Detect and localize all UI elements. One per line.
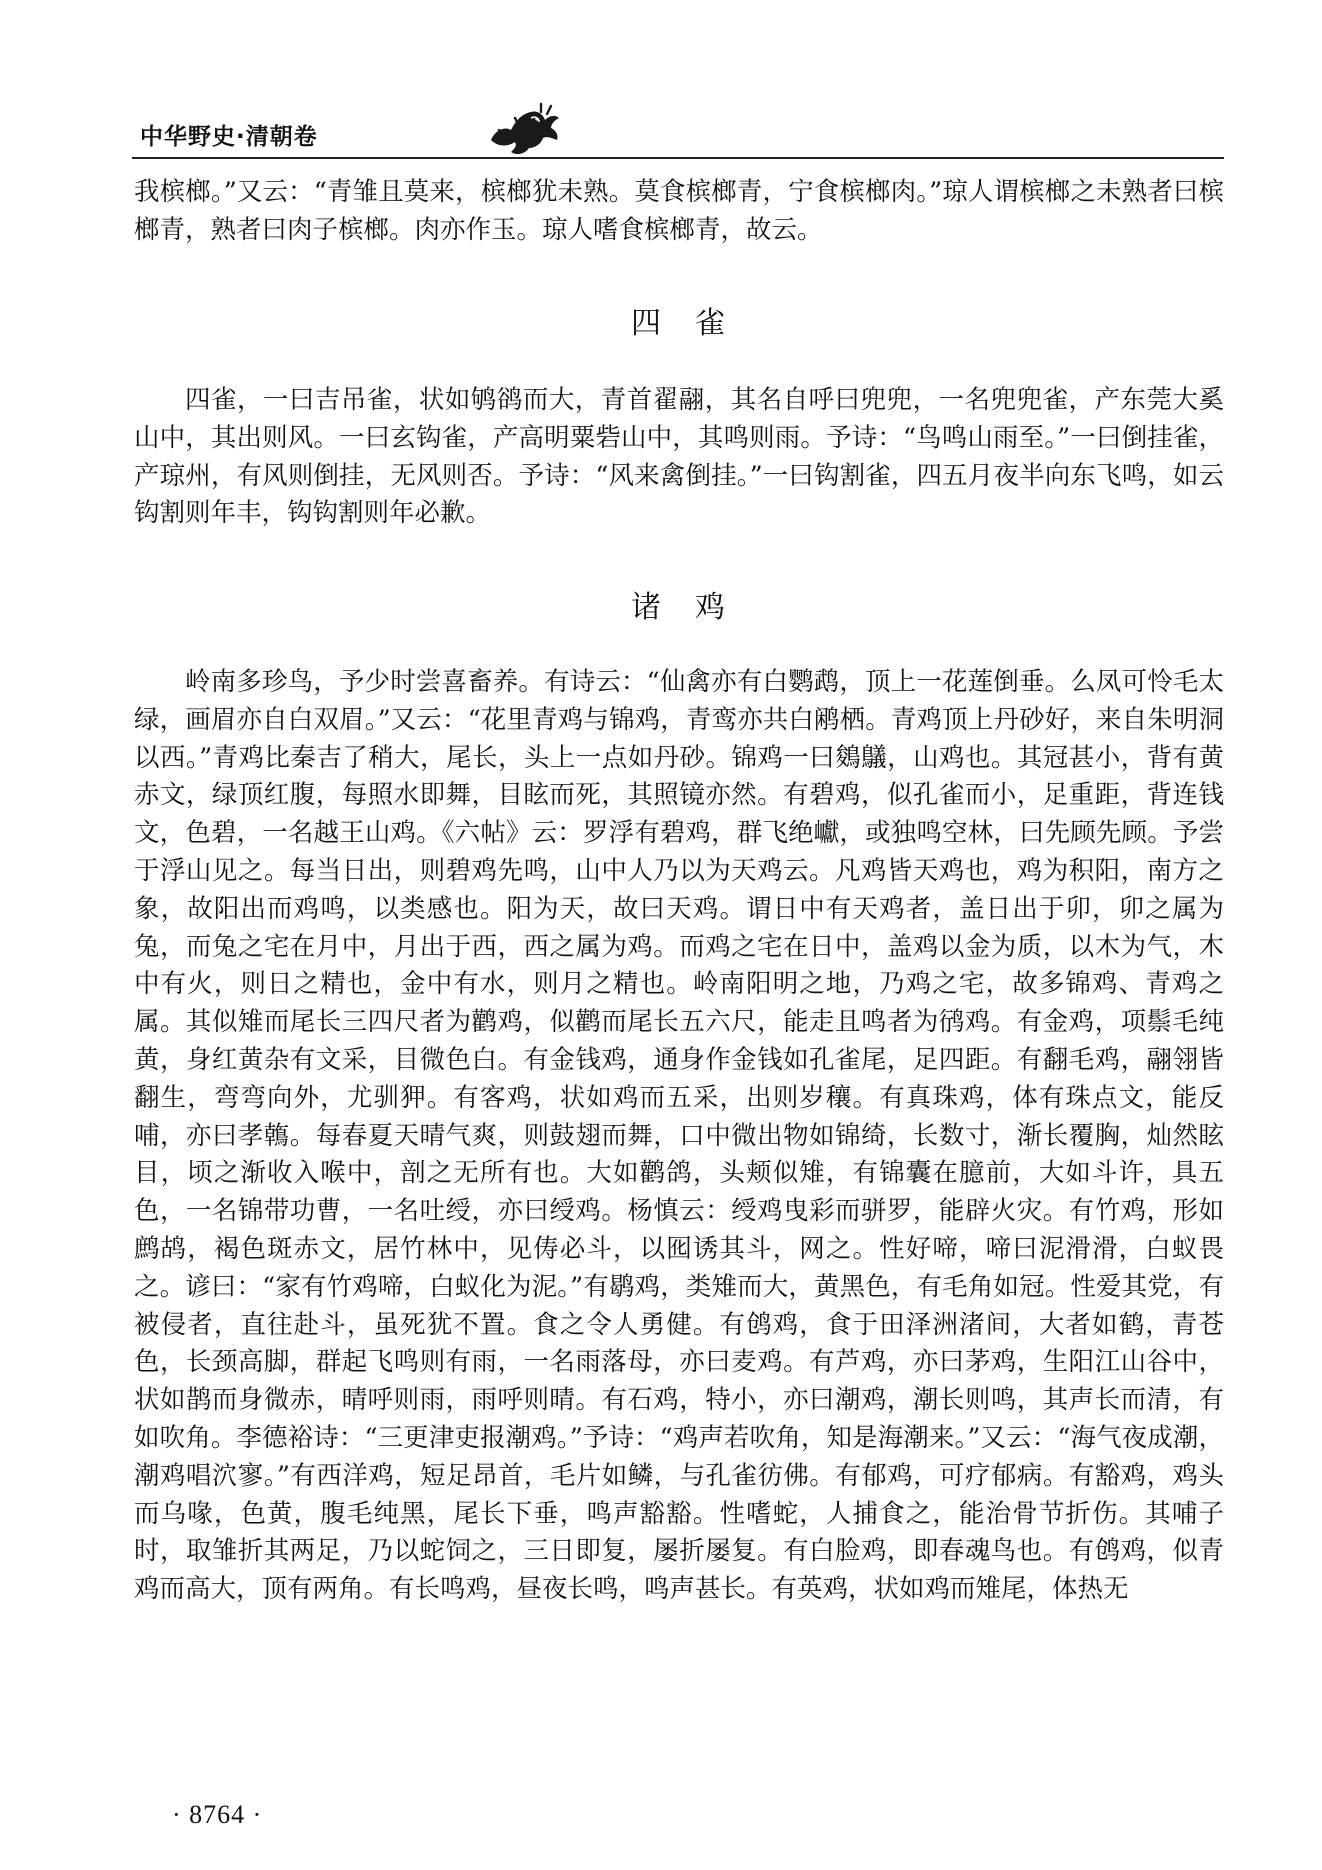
page-number: · 8764 ·	[172, 1800, 263, 1829]
section-body-si-que	[134, 382, 1224, 533]
continuation-text	[134, 174, 1224, 250]
dragon-emblem-icon	[485, 100, 565, 158]
section-title-zhu-ji: 诸 鸡	[631, 590, 727, 625]
running-title: 中华野史·清朝卷	[140, 124, 318, 150]
paragraph: 岭南多珍鸟，予少时尝喜畜养。有诗云：“仙禽亦有白鹦鹉，顶上一花莲倒垂。么凤可怜毛太绿，画眉亦自白双眉。”又云：“花里青鸡与锦鸡，青鸾亦共白鹇栖。青鸡顶上丹砂好，来自朱明洞以西。”青鸡比秦吉了稍大，尾长，头上一点如丹砂。锦鸡一曰鵕鸃，山鸡也。其冠甚小，背有黄赤文，绿顶红腹，每照水即舞，目眩而死，其照镜亦然。有碧鸡，似孔雀而小，足重距，背连钱文，色碧，一名越王山鸡。《六帖》云：罗浮有碧鸡，群飞绝巘，或独鸣空林，曰先顾先顾。予尝于浮山见之。每当日出，则碧鸡先鸣，山中人乃以为天鸡云。凡鸡皆天鸡也，鸡为积阳，南方之象，故阳出而鸡鸣，以类感也。阳为天，故曰天鸡。谓日中有天鸡者，盖日出于卯，卯之属为兔，而兔之宅在月中，月出于西，西之属为鸡。而鸡之宅在日中，盖鸡以金为质，以木为气，木中有火，则日之精也，金中有水，则月之精也。岭南阳明之地，乃鸡之宅，故多锦鸡、青鸡之属。其似雉而尾长三四尺者为鹳鸡，似鹳而尾长五六尺，能走且鸣者为鸻鸡。有金鸡，项鬃毛纯黄，身红黄杂有文采，目微色白。有金钱鸡，通身作金钱如孔雀尾，足四距。有翻毛鸡，翮翎皆翻生，弯弯向外，尤驯狎。有客鸡，状如鸡而五采，出则岁穰。有真珠鸡，体有珠点文，能反哺，亦曰孝鶾。每春夏天晴气爽，则鼓翅而舞，口中微出物如锦绮，长数寸，渐长覆胸，灿然眩目，顷之渐收入喉中，剖之无所有也。大如鹳鸽，头颊似雉，有锦囊在臆前，大如斗许，具五色，一名锦带功曹，一名吐绶，亦曰绶鸡。杨慎云：绶鸡曳彩而骈罗，能辟火灾。有竹鸡，形如鹧鸪，褐色斑赤文，居竹林中，见俦必斗，以囮诱其斗，网之。性好啼，啼曰泥滑滑，白蚁畏之。谚曰：“家有竹鸡啼，白蚁化为泥。”有鹖鸡，类雉而大，黄黑色，有毛角如冠。性爱其党，有被侵者，直往赴斗，虽死犹不置。食之令人勇健。有鸧鸡，食于田泽洲渚间，大者如鹤，青苍色，长颈高脚，群起飞鸣则有雨，一名雨落母，亦曰麦鸡。有芦鸡，亦曰茅鸡，生阳江山谷中，状如鹊而身微赤，晴呼则雨，雨呼则晴。有石鸡，特小，亦曰潮鸡，潮长则鸣，其声长而清，有如吹角。李德裕诗：“三更津吏报潮鸡。”予诗：“鸡声若吹角，知是海潮来。”又云：“海气夜成潮，潮鸡唱泬寥。”有西洋鸡，短足昂首，毛片如鳞，与孔雀彷佛。有郁鸡，可疗郁病。有豁鸡，鸡头而乌喙，色黄，腹毛纯黑，尾长下垂，鸣声豁豁。性嗜蛇，人捕食之，能治骨节折伤。其哺子时，取雏折其两足，乃以蛇饲之，三日即复，屡折屡复。有白脸鸡，即春魂鸟也。有鸧鸡，似青鸡而高大，顶有两角。有长鸣鸡，昼夜长鸣，鸣声甚长。有英鸡，状如鸡而雉尾，体热无	[134, 667, 1224, 1605]
header-rule	[132, 157, 1224, 159]
section-body-zhu-ji	[134, 664, 1224, 1609]
continuation-paragraph: 我槟榔。”又云：“青雏且莫来，槟榔犹未熟。莫食槟榔青，宁食槟榔肉。”琼人谓槟榔之未熟者曰槟榔青，熟者曰肉子槟榔。肉亦作玉。琼人嗜食槟榔青，故云。	[134, 177, 1224, 245]
paragraph: 四雀，一曰吉吊雀，状如鸲鹆而大，青首翟翮，其名自呼曰兜兜，一名兜兜雀，产东莞大奚山中，其出则风。一曰玄钩雀，产高明粟砦山中，其鸣则雨。予诗：“鸟鸣山雨至。”一曰倒挂雀，产琼州，有风则倒挂，无风则否。予诗：“风来禽倒挂。”一曰钩割雀，四五月夜半向东飞鸣，如云钩割则年丰，钩钩割则年必歉。	[134, 385, 1224, 529]
section-title-si-que: 四 雀	[631, 306, 727, 341]
